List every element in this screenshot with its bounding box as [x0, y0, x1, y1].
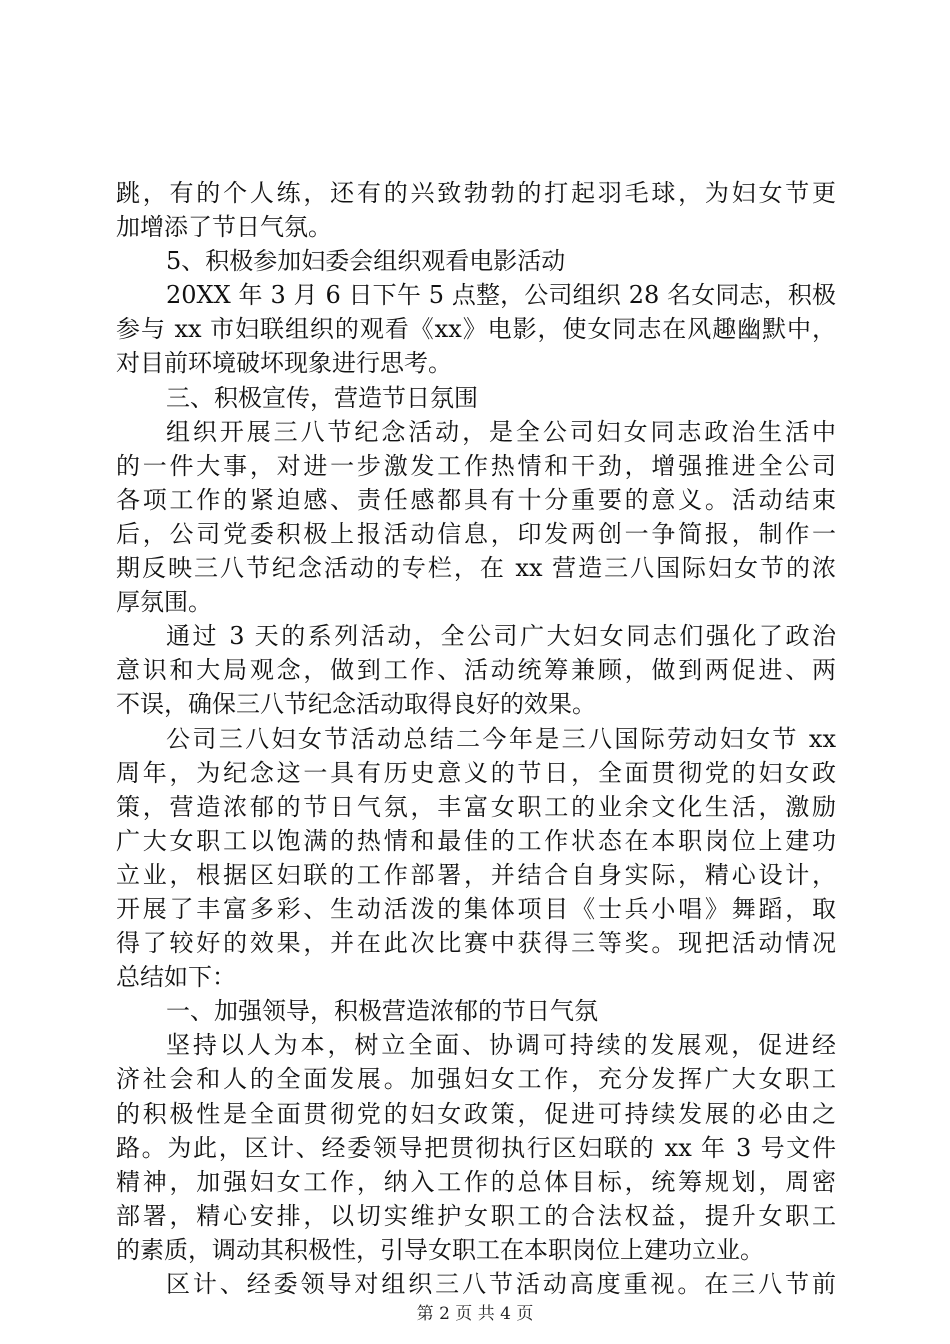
text-line: 精神，加强妇女工作，纳入工作的总体目标，统筹规划，周密 — [116, 1167, 836, 1196]
text-line: 厚氛围。 — [116, 588, 212, 617]
text-line: 广大女职工以饱满的热情和最佳的工作状态在本职岗位上建功 — [116, 826, 836, 855]
section-heading: 三、积极宣传，营造节日氛围 — [166, 383, 478, 412]
text-line: 后，公司党委积极上报活动信息，印发两创一争简报，制作一 — [116, 519, 836, 548]
text-line: 得了较好的效果，并在此次比赛中获得三等奖。现把活动情况 — [116, 929, 836, 958]
text-line: 策，营造浓郁的节日气氛，丰富女职工的业余文化生活，激励 — [116, 792, 836, 821]
page-number-footer: 第 2 页 共 4 页 — [416, 1304, 534, 1324]
text-line: 20XX 年 3 月 6 日下午 5 点整，公司组织 28 名女同志，积极 — [166, 281, 836, 310]
text-line: 路。为此，区计、经委领导把贯彻执行区妇联的 xx 年 3 号文件 — [116, 1133, 836, 1162]
text-line: 组织开展三八节纪念活动，是全公司妇女同志政治生活中 — [166, 417, 836, 446]
text-line: 的素质，调动其积极性，引导女职工在本职岗位上建功立业。 — [116, 1235, 764, 1264]
text-line: 不误，确保三八节纪念活动取得良好的效果。 — [116, 690, 596, 719]
text-line: 通过 3 天的系列活动，全公司广大妇女同志们强化了政治 — [166, 622, 836, 651]
text-line: 公司三八妇女节活动总结二今年是三八国际劳动妇女节 xx — [166, 724, 836, 753]
text-line: 区计、经委领导对组织三八节活动高度重视。在三八节前 — [166, 1270, 836, 1298]
text-line: 的一件大事，对进一步激发工作热情和干劲，增强推进全公司 — [116, 451, 836, 480]
text-line: 开展了丰富多彩、生动活泼的集体项目《士兵小唱》舞蹈，取 — [116, 894, 836, 923]
text-line: 济社会和人的全面发展。加强妇女工作，充分发挥广大女职工 — [116, 1065, 836, 1094]
text-line: 立业，根据区妇联的工作部署，并结合自身实际，精心设计， — [116, 860, 836, 889]
text-line: 周年，为纪念这一具有历史意义的节日，全面贯彻党的妇女政 — [116, 758, 836, 787]
section-heading: 5、积极参加妇委会组织观看电影活动 — [166, 247, 566, 276]
text-line: 跳，有的个人练，还有的兴致勃勃的打起羽毛球，为妇女节更 — [116, 179, 836, 207]
text-line: 的积极性是全面贯彻党的妇女政策，促进可持续发展的必由之 — [116, 1099, 836, 1128]
text-line: 加增添了节日气氛。 — [116, 213, 332, 242]
text-line: 期反映三八节纪念活动的专栏，在 xx 营造三八国际妇女节的浓 — [116, 554, 836, 583]
text-line: 参与 xx 市妇联组织的观看《xx》电影，使女同志在风趣幽默中， — [116, 315, 836, 344]
section-heading: 一、加强领导，积极营造浓郁的节日气氛 — [166, 997, 598, 1026]
text-line: 部署，精心安排，以切实维护女职工的合法权益，提升女职工 — [116, 1201, 836, 1230]
text-line: 意识和大局观念，做到工作、活动统筹兼顾，做到两促进、两 — [116, 656, 836, 685]
text-line: 对目前环境破坏现象进行思考。 — [116, 349, 452, 378]
text-line: 坚持以人为本，树立全面、协调可持续的发展观，促进经 — [166, 1031, 836, 1060]
text-line: 各项工作的紧迫感、责任感都具有十分重要的意义。活动结束 — [116, 485, 836, 514]
document-body — [116, 176, 836, 1301]
text-line: 总结如下： — [116, 963, 236, 992]
